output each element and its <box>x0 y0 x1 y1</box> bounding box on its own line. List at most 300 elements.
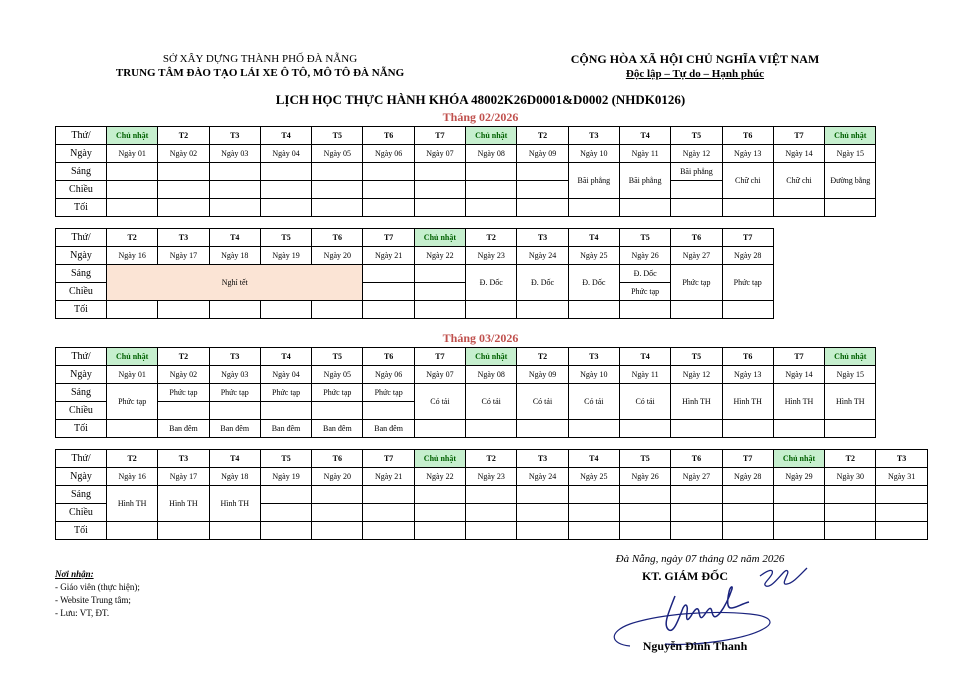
weekday-cell: T4 <box>568 229 619 247</box>
schedule-row <box>56 265 774 283</box>
evening-cell <box>260 199 311 217</box>
morning-cell <box>876 486 927 504</box>
session-cell: Đ. Dốc <box>517 265 568 301</box>
evening-cell: Ban đêm <box>209 420 260 438</box>
date-cell: Ngày 28 <box>722 468 773 486</box>
afternoon-cell <box>671 181 722 199</box>
weekday-cell: T3 <box>568 127 619 145</box>
schedule-row <box>56 468 928 486</box>
evening-cell <box>363 301 414 319</box>
evening-cell <box>363 522 414 540</box>
row-label-afternoon: Chiều <box>56 181 107 199</box>
session-cell: Hình TH <box>209 486 260 522</box>
signature-role: KT. GIÁM ĐỐC <box>641 569 729 583</box>
evening-cell <box>671 420 722 438</box>
morning-cell <box>363 486 414 504</box>
schedule-row <box>56 348 876 366</box>
row-label-weekday: Thứ/ <box>56 127 107 145</box>
afternoon-cell <box>619 504 670 522</box>
afternoon-cell <box>260 504 311 522</box>
weekday-cell: T6 <box>312 450 363 468</box>
schedule-row <box>56 486 928 504</box>
evening-cell <box>158 522 209 540</box>
afternoon-cell <box>363 283 414 301</box>
national-motto-block <box>540 52 850 82</box>
afternoon-cell <box>312 504 363 522</box>
morning-cell <box>466 486 517 504</box>
session-cell: Có tải <box>517 384 568 420</box>
session-cell: Đ. Dốc <box>466 265 517 301</box>
date-cell: Ngày 05 <box>312 366 363 384</box>
date-cell: Ngày 14 <box>773 145 824 163</box>
evening-cell <box>312 199 363 217</box>
holiday-block: Nghỉ tết <box>107 265 363 301</box>
weekday-cell: T2 <box>158 127 209 145</box>
schedule-row <box>56 127 876 145</box>
afternoon-cell <box>209 402 260 420</box>
recipients-block <box>55 568 140 620</box>
afternoon-cell <box>466 181 517 199</box>
row-label-weekday: Thứ/ <box>56 450 107 468</box>
date-cell: Ngày 22 <box>414 247 465 265</box>
weekday-cell: T5 <box>619 450 670 468</box>
date-cell: Ngày 12 <box>671 366 722 384</box>
schedule-row <box>56 145 876 163</box>
date-cell: Ngày 12 <box>671 145 722 163</box>
evening-cell <box>363 199 414 217</box>
evening-cell <box>312 301 363 319</box>
date-cell: Ngày 02 <box>158 366 209 384</box>
weekday-cell: T2 <box>466 229 517 247</box>
session-cell: Bãi phẳng <box>619 163 670 199</box>
morning-cell <box>414 265 465 283</box>
evening-cell <box>773 199 824 217</box>
evening-cell <box>209 301 260 319</box>
weekday-cell: Chủ nhật <box>773 450 824 468</box>
weekday-cell: Chủ nhật <box>466 127 517 145</box>
afternoon-cell <box>158 402 209 420</box>
session-cell: Phức tạp <box>107 384 158 420</box>
session-cell: Có tải <box>619 384 670 420</box>
schedule-row <box>56 522 928 540</box>
date-cell: Ngày 07 <box>414 366 465 384</box>
date-cell: Ngày 07 <box>414 145 465 163</box>
afternoon-cell <box>363 402 414 420</box>
evening-cell <box>568 301 619 319</box>
row-label-date: Ngày <box>56 247 107 265</box>
afternoon-cell <box>414 504 465 522</box>
evening-cell <box>722 199 773 217</box>
date-cell: Ngày 16 <box>107 468 158 486</box>
session-cell: Đường bằng <box>825 163 876 199</box>
schedule-grid <box>55 126 876 217</box>
evening-cell <box>158 199 209 217</box>
date-cell: Ngày 30 <box>825 468 876 486</box>
weekday-cell: T7 <box>363 450 414 468</box>
morning-cell <box>260 163 311 181</box>
morning-cell: Phức tạp <box>209 384 260 402</box>
date-cell: Ngày 08 <box>466 145 517 163</box>
afternoon-cell <box>312 181 363 199</box>
weekday-cell: T4 <box>260 127 311 145</box>
evening-cell: Ban đêm <box>158 420 209 438</box>
date-cell: Ngày 06 <box>363 145 414 163</box>
weekday-cell: Chủ nhật <box>107 127 158 145</box>
row-label-date: Ngày <box>56 366 107 384</box>
row-label-afternoon: Chiều <box>56 504 107 522</box>
morning-cell: Phức tạp <box>260 384 311 402</box>
schedule-row <box>56 420 876 438</box>
date-cell: Ngày 20 <box>312 468 363 486</box>
date-cell: Ngày 10 <box>568 366 619 384</box>
date-cell: Ngày 23 <box>466 468 517 486</box>
weekday-cell: T7 <box>722 229 773 247</box>
afternoon-cell <box>517 504 568 522</box>
weekday-cell: T5 <box>312 127 363 145</box>
evening-cell <box>773 420 824 438</box>
afternoon-cell <box>876 504 927 522</box>
schedule-grid <box>55 449 928 540</box>
weekday-cell: T7 <box>414 127 465 145</box>
issuer-block <box>90 52 430 80</box>
evening-cell <box>722 420 773 438</box>
schedule-row <box>56 450 928 468</box>
date-cell: Ngày 23 <box>466 247 517 265</box>
weekday-cell: T4 <box>209 450 260 468</box>
date-cell: Ngày 24 <box>517 468 568 486</box>
weekday-cell: T5 <box>619 229 670 247</box>
date-cell: Ngày 02 <box>158 145 209 163</box>
weekday-cell: T6 <box>671 450 722 468</box>
evening-cell <box>107 199 158 217</box>
date-cell: Ngày 03 <box>209 366 260 384</box>
date-cell: Ngày 21 <box>363 247 414 265</box>
date-cell: Ngày 21 <box>363 468 414 486</box>
schedule-row <box>56 163 876 181</box>
session-cell: Có tải <box>414 384 465 420</box>
evening-cell <box>517 522 568 540</box>
afternoon-cell <box>825 504 876 522</box>
weekday-cell: T7 <box>363 229 414 247</box>
signer-name: Nguyễn Đình Thanh <box>642 639 748 653</box>
morning-cell: Phức tạp <box>363 384 414 402</box>
date-cell: Ngày 27 <box>671 247 722 265</box>
date-cell: Ngày 25 <box>568 247 619 265</box>
row-label-morning: Sáng <box>56 486 107 504</box>
session-cell: Bãi phẳng <box>568 163 619 199</box>
date-cell: Ngày 27 <box>671 468 722 486</box>
evening-cell <box>414 420 465 438</box>
weekday-cell: T3 <box>158 229 209 247</box>
date-cell: Ngày 15 <box>825 145 876 163</box>
evening-cell <box>107 420 158 438</box>
weekday-cell: T4 <box>568 450 619 468</box>
evening-cell <box>671 522 722 540</box>
session-cell: Hình TH <box>671 384 722 420</box>
weekday-cell: Chủ nhật <box>414 229 465 247</box>
afternoon-cell <box>158 181 209 199</box>
date-cell: Ngày 19 <box>260 468 311 486</box>
weekday-cell: Chủ nhật <box>466 348 517 366</box>
date-cell: Ngày 29 <box>773 468 824 486</box>
evening-cell <box>260 301 311 319</box>
morning-cell <box>158 163 209 181</box>
weekday-cell: T5 <box>671 127 722 145</box>
morning-cell <box>466 163 517 181</box>
date-cell: Ngày 17 <box>158 468 209 486</box>
date-cell: Ngày 31 <box>876 468 927 486</box>
afternoon-cell <box>260 402 311 420</box>
morning-cell <box>722 486 773 504</box>
date-cell: Ngày 22 <box>414 468 465 486</box>
morning-cell <box>363 265 414 283</box>
date-cell: Ngày 18 <box>209 468 260 486</box>
row-label-morning: Sáng <box>56 265 107 283</box>
date-cell: Ngày 01 <box>107 366 158 384</box>
morning-cell <box>773 486 824 504</box>
morning-cell <box>107 163 158 181</box>
afternoon-cell <box>466 504 517 522</box>
weekday-cell: T6 <box>722 127 773 145</box>
row-label-evening: Tối <box>56 301 107 319</box>
weekday-cell: T6 <box>363 348 414 366</box>
weekday-cell: T3 <box>568 348 619 366</box>
row-label-morning: Sáng <box>56 384 107 402</box>
weekday-cell: T2 <box>517 127 568 145</box>
morning-cell <box>209 163 260 181</box>
morning-cell: Bãi phẳng <box>671 163 722 181</box>
evening-cell: Ban đêm <box>363 420 414 438</box>
afternoon-cell <box>414 181 465 199</box>
weekday-cell: T3 <box>209 348 260 366</box>
morning-cell: Phức tạp <box>312 384 363 402</box>
morning-cell: Đ. Dốc <box>619 265 670 283</box>
morning-cell <box>671 486 722 504</box>
weekday-cell: T7 <box>722 450 773 468</box>
weekday-cell: T2 <box>517 348 568 366</box>
evening-cell <box>722 522 773 540</box>
afternoon-cell <box>260 181 311 199</box>
weekday-cell: T7 <box>414 348 465 366</box>
evening-cell <box>107 522 158 540</box>
date-cell: Ngày 09 <box>517 145 568 163</box>
evening-cell <box>619 199 670 217</box>
weekday-cell: Chủ nhật <box>414 450 465 468</box>
morning-cell <box>260 486 311 504</box>
morning-cell <box>312 163 363 181</box>
weekday-cell: T4 <box>619 127 670 145</box>
date-cell: Ngày 19 <box>260 247 311 265</box>
morning-cell <box>414 163 465 181</box>
row-label-evening: Tối <box>56 420 107 438</box>
session-cell: Phức tạp <box>671 265 722 301</box>
row-label-afternoon: Chiều <box>56 283 107 301</box>
evening-cell <box>568 420 619 438</box>
date-cell: Ngày 16 <box>107 247 158 265</box>
evening-cell <box>619 522 670 540</box>
weekday-cell: T2 <box>825 450 876 468</box>
schedule-row <box>56 199 876 217</box>
weekday-cell: T7 <box>773 127 824 145</box>
recipient-item: - Giáo viên (thực hiện); <box>55 582 140 592</box>
schedule-row <box>56 366 876 384</box>
session-cell: Hình TH <box>107 486 158 522</box>
evening-cell <box>158 301 209 319</box>
schedule-row <box>56 229 774 247</box>
month-label-feb: Tháng 02/2026 <box>442 110 519 124</box>
row-label-evening: Tối <box>56 522 107 540</box>
date-cell: Ngày 28 <box>722 247 773 265</box>
weekday-cell: T3 <box>158 450 209 468</box>
afternoon-cell <box>363 504 414 522</box>
weekday-cell: T4 <box>209 229 260 247</box>
evening-cell <box>568 522 619 540</box>
date-cell: Ngày 01 <box>107 145 158 163</box>
row-label-afternoon: Chiều <box>56 402 107 420</box>
session-cell: Hình TH <box>158 486 209 522</box>
date-cell: Ngày 03 <box>209 145 260 163</box>
date-cell: Ngày 06 <box>363 366 414 384</box>
evening-cell: Ban đêm <box>260 420 311 438</box>
evening-cell <box>466 199 517 217</box>
date-cell: Ngày 11 <box>619 145 670 163</box>
row-label-evening: Tối <box>56 199 107 217</box>
month-label-mar: Tháng 03/2026 <box>442 331 519 345</box>
evening-cell <box>825 522 876 540</box>
evening-cell <box>209 522 260 540</box>
weekday-cell: T3 <box>876 450 927 468</box>
evening-cell <box>517 199 568 217</box>
session-cell: Chữ chi <box>722 163 773 199</box>
morning-cell <box>312 486 363 504</box>
weekday-cell: T7 <box>773 348 824 366</box>
morning-cell <box>517 486 568 504</box>
date-cell: Ngày 13 <box>722 145 773 163</box>
afternoon-cell: Phức tạp <box>619 283 670 301</box>
weekday-cell: T6 <box>671 229 722 247</box>
evening-cell <box>825 199 876 217</box>
evening-cell <box>517 420 568 438</box>
signature-date: Đà Nẵng, ngày 07 tháng 02 năm 2026 <box>615 553 785 565</box>
afternoon-cell <box>312 402 363 420</box>
session-cell: Có tải <box>466 384 517 420</box>
evening-cell <box>312 522 363 540</box>
date-cell: Ngày 15 <box>825 366 876 384</box>
afternoon-cell <box>517 181 568 199</box>
date-cell: Ngày 25 <box>568 468 619 486</box>
date-cell: Ngày 04 <box>260 366 311 384</box>
weekday-cell: T3 <box>209 127 260 145</box>
schedule-grid <box>55 347 876 438</box>
afternoon-cell <box>209 181 260 199</box>
evening-cell <box>722 301 773 319</box>
weekday-cell: T3 <box>517 229 568 247</box>
weekday-cell: T4 <box>260 348 311 366</box>
weekday-cell: T5 <box>260 229 311 247</box>
evening-cell <box>773 522 824 540</box>
morning-cell <box>517 163 568 181</box>
weekday-cell: Chủ nhật <box>825 348 876 366</box>
evening-cell <box>619 301 670 319</box>
afternoon-cell <box>671 504 722 522</box>
evening-cell <box>209 199 260 217</box>
morning-cell <box>619 486 670 504</box>
row-label-date: Ngày <box>56 468 107 486</box>
morning-cell <box>825 486 876 504</box>
recipients-title: Nơi nhận: <box>55 569 94 579</box>
evening-cell <box>414 199 465 217</box>
weekday-cell: Chủ nhật <box>107 348 158 366</box>
date-cell: Ngày 20 <box>312 247 363 265</box>
afternoon-cell <box>107 181 158 199</box>
morning-cell <box>568 486 619 504</box>
date-cell: Ngày 26 <box>619 468 670 486</box>
weekday-cell: T3 <box>517 450 568 468</box>
date-cell: Ngày 18 <box>209 247 260 265</box>
date-cell: Ngày 14 <box>773 366 824 384</box>
evening-cell <box>414 522 465 540</box>
date-cell: Ngày 11 <box>619 366 670 384</box>
weekday-cell: T4 <box>619 348 670 366</box>
evening-cell <box>107 301 158 319</box>
afternoon-cell <box>568 504 619 522</box>
row-label-weekday: Thứ/ <box>56 229 107 247</box>
weekday-cell: T5 <box>312 348 363 366</box>
session-cell: Hình TH <box>722 384 773 420</box>
schedule-row <box>56 301 774 319</box>
issuer-center: TRUNG TÂM ĐÀO TẠO LÁI XE Ô TÔ, MÔ TÔ ĐÀ NẴNG <box>115 67 405 79</box>
session-cell: Đ. Dốc <box>568 265 619 301</box>
weekday-cell: T6 <box>722 348 773 366</box>
schedule-row <box>56 384 876 402</box>
evening-cell <box>825 420 876 438</box>
row-label-morning: Sáng <box>56 163 107 181</box>
evening-cell <box>466 522 517 540</box>
afternoon-cell <box>414 283 465 301</box>
issuer-department: SỞ XÂY DỰNG THÀNH PHỐ ĐÀ NẴNG <box>162 53 358 65</box>
evening-cell <box>671 301 722 319</box>
weekday-cell: Chủ nhật <box>825 127 876 145</box>
weekday-cell: T2 <box>107 450 158 468</box>
evening-cell <box>568 199 619 217</box>
date-cell: Ngày 24 <box>517 247 568 265</box>
session-cell: Có tải <box>568 384 619 420</box>
recipient-item: - Website Trung tâm; <box>55 595 131 605</box>
national-motto: Độc lập – Tự do – Hạnh phúc <box>625 68 765 80</box>
weekday-cell: T6 <box>312 229 363 247</box>
date-cell: Ngày 08 <box>466 366 517 384</box>
row-label-date: Ngày <box>56 145 107 163</box>
date-cell: Ngày 09 <box>517 366 568 384</box>
weekday-cell: T2 <box>466 450 517 468</box>
date-cell: Ngày 05 <box>312 145 363 163</box>
weekday-cell: T5 <box>671 348 722 366</box>
evening-cell <box>260 522 311 540</box>
evening-cell <box>414 301 465 319</box>
afternoon-cell <box>773 504 824 522</box>
evening-cell <box>517 301 568 319</box>
weekday-cell: T5 <box>260 450 311 468</box>
morning-cell: Phức tạp <box>158 384 209 402</box>
evening-cell <box>466 301 517 319</box>
afternoon-cell <box>722 504 773 522</box>
document-title: LỊCH HỌC THỰC HÀNH KHÓA 48002K26D0001&D0002 (NHDK0126) <box>275 92 686 107</box>
date-cell: Ngày 26 <box>619 247 670 265</box>
date-cell: Ngày 10 <box>568 145 619 163</box>
evening-cell: Ban đêm <box>312 420 363 438</box>
evening-cell <box>671 199 722 217</box>
morning-cell <box>363 163 414 181</box>
